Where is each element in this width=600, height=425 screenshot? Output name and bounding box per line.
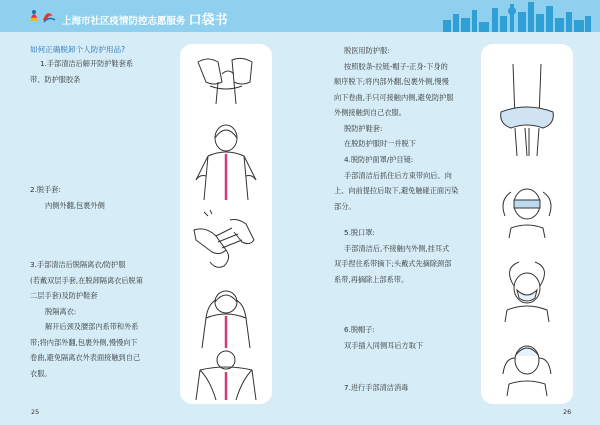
remove-goggles-illustration [491,176,563,238]
logo-icon [28,6,58,26]
page-title: 如何正确脱卸个人防护用品? [30,45,126,54]
booklet-label: 口袋书 [188,13,228,28]
step-3-continued-text: 脱医用防护服: 按照胶条-拉链-帽子-正身-下身的 顺序脱下;将内部外翻,包裹外侧,慢慢 向下卷曲,手只可接触内侧,避免防护服 外侧接触到自己衣服。 脱防护鞋套: 在脱防护服时一并脱下 [334,46,454,148]
page-number-left: 25 [31,408,40,416]
header-banner [0,0,600,32]
skyline-icon [437,0,592,32]
step-6-text: 6.脱帽子: 双手插入同侧耳后方取下 [344,325,424,350]
illustration-card-left [180,44,272,404]
step-4-text: 4.脱防护面罩/护目镜: 手部清洁后抓住后方束带向后、向 上、向前提拉后取下,避免触碰正面污染 部分。 [334,155,459,211]
remove-suit-legs-illustration [489,58,565,158]
remove-gown-neck-illustration [186,288,266,348]
remove-mask-illustration [489,258,565,322]
remove-gown-shoulders-illustration [186,350,266,400]
protective-suit-person-illustration [190,120,262,200]
untie-shoe-cover-illustration [188,52,264,112]
page-number-right: 26 [563,408,572,416]
step-7-text: 7.进行手部清洁消毒 [344,383,409,392]
header-title: 上海市社区疫情防控志愿服务 口袋书 [62,13,228,28]
step-1-text: 1.手部清洁后解开防护鞋套系 带、防护服胶条 [30,59,134,84]
step-3-text: 3.手部清洁后脱隔离衣/防护服 (若戴双层手套,在脱卸隔离衣后脱第 二层手套)及防护鞋套 脱隔离衣: 解开后颈及腰部内系带和外系 带;将内部外翻,包裹外侧,慢慢向下 卷曲,避免隔离衣外表面接触到自己 衣服。 [30,260,143,378]
remove-cap-illustration [489,334,565,396]
step-5-text: 5.脱口罩: 手部清洁后,不接触内外侧,挂耳式 双手捏住系带摘下;头戴式先摘除颈部 系带,再摘除上部系带。 [334,228,452,284]
illustration-card-right [481,44,573,404]
remove-gloves-illustration [186,210,266,278]
step-2-text: 2.脱手套: 内侧外翻,包裹外侧 [30,185,105,210]
